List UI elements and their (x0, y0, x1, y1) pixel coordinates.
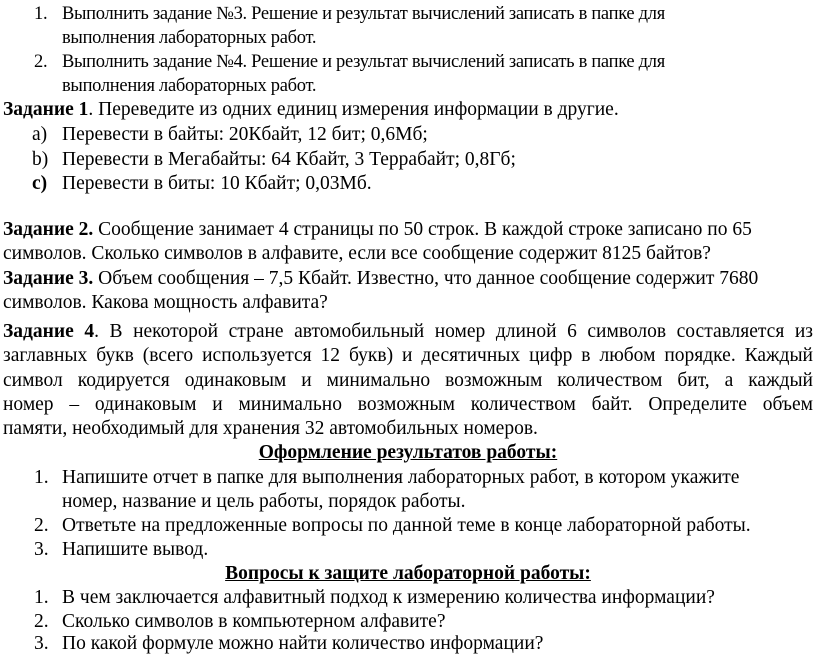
task-3-line (3, 267, 758, 291)
list-item-text: Ответьте на предложенные вопросы по данной теме в конце лабораторной работы. (62, 515, 751, 536)
list-item-text: Выполнить задание №4. Решение и результат вычислений записать в папке для (62, 52, 665, 72)
task-4-line: символ кодируется одинаковым и минимально возможным количеством бит, а каждый (3, 370, 813, 391)
question-text: Сколько символов в компьютерном алфавите? (62, 611, 446, 632)
list-number: 1. (34, 587, 49, 608)
task-2-line: символов. Сколько символов в алфавите, если все сообщение содержит 8125 байтов? (3, 243, 711, 264)
question-text: В чем заключается алфавитный подход к измерению количества информации? (62, 587, 715, 608)
task-4-line: заглавных букв (всего используется 12 букв) и десятичных цифр в любом порядке. Каждый (3, 345, 813, 366)
task-2-line (3, 218, 752, 242)
list-item-text: выполнения лабораторных работ. (62, 28, 317, 48)
task-4-text: . В некоторой стране автомобильный номер длиной 6 символов составляется из (94, 321, 813, 342)
list-number: 3. (34, 633, 49, 654)
sublist-item: Перевести в биты: 10 Кбайт; 0,03Мб. (62, 173, 372, 194)
task-4-line (3, 320, 813, 344)
task-1-label: Задание 1 (3, 99, 89, 120)
task-4-label: Задание 4 (3, 321, 95, 342)
list-number: 1. (34, 4, 48, 24)
list-item-text: Напишите вывод. (62, 539, 209, 560)
list-item-text: выполнения лабораторных работ. (62, 76, 317, 96)
task-4-line: номер – одинаковым и минимально возможным количеством байт. Определите объем (3, 394, 813, 415)
list-item-text: номер, название и цель работы, порядок работы. (62, 491, 466, 512)
list-number: 2. (34, 52, 48, 72)
task-1-text: . Переведите из одних единиц измерения информации в другие. (88, 99, 619, 120)
list-item-text: Выполнить задание №3. Решение и результат вычислений записать в папке для (62, 4, 665, 24)
sublist-marker: c) (32, 173, 48, 194)
task-3-text: Объем сообщения – 7,5 Кбайт. Известно, что данное сообщение содержит 7680 (93, 268, 759, 289)
list-number: 2. (34, 515, 49, 536)
task-2-label: Задание 2. (3, 219, 94, 240)
task-3-label: Задание 3. (3, 268, 94, 289)
question-text: По какой формуле можно найти количество информации? (62, 633, 544, 654)
sublist-item: Перевести в Мегабайты: 64 Кбайт, 3 Террабайт; 0,8Гб; (62, 149, 516, 170)
task-1-heading (3, 98, 619, 122)
results-heading: Оформление результатов работы: (258, 442, 558, 463)
task-4-line: памяти, необходимый для хранения 32 автомобильных номеров. (3, 418, 538, 439)
sublist-marker: a) (32, 124, 48, 145)
task-3-line: символов. Какова мощность алфавита? (3, 292, 328, 313)
sublist-marker: b) (32, 149, 49, 170)
list-number: 3. (34, 539, 49, 560)
list-item-text: Напишите отчет в папке для выполнения лабораторных работ, в котором укажите (62, 467, 740, 488)
task-2-text: Сообщение занимает 4 страницы по 50 строк. В каждой строке записано по 65 (93, 219, 752, 240)
sublist-item: Перевести в байты: 20Кбайт, 12 бит; 0,6Мб; (62, 124, 428, 145)
list-number: 2. (34, 611, 49, 632)
questions-heading: Вопросы к защите лабораторной работы: (225, 563, 591, 584)
list-number: 1. (34, 467, 49, 488)
